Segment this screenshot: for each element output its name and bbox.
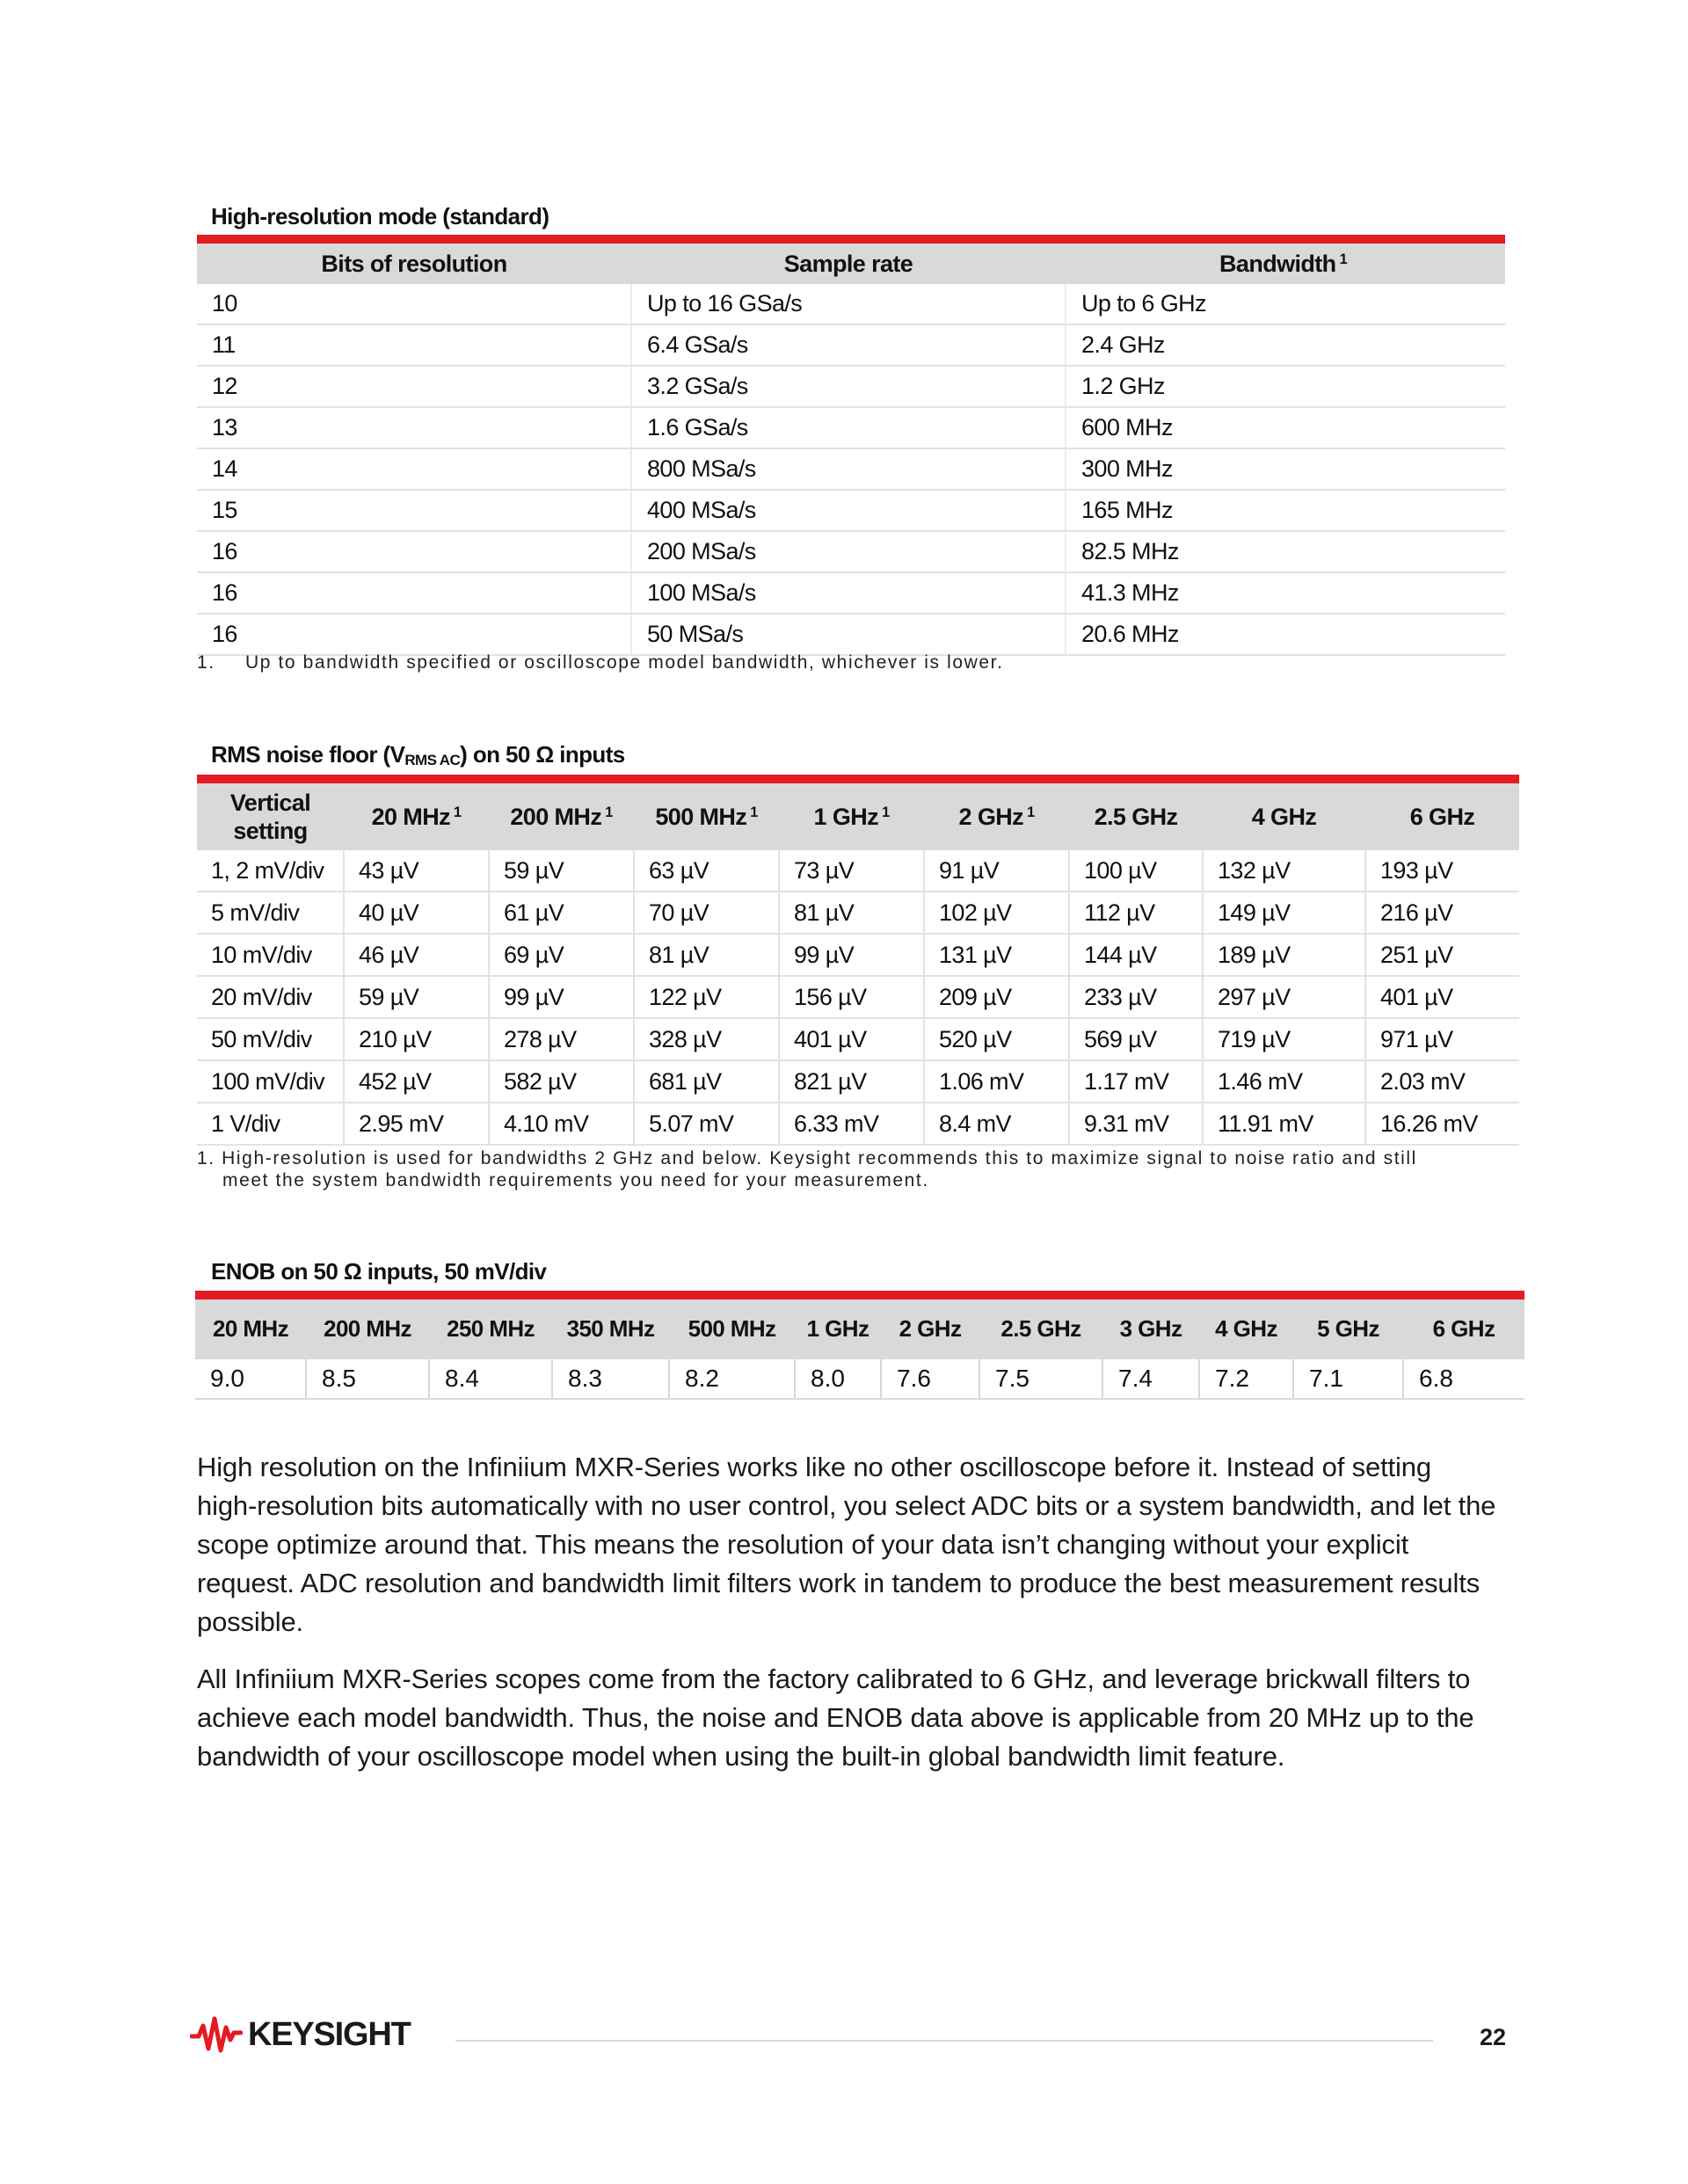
table-row bbox=[197, 284, 1505, 324]
table-cell: 193 µV bbox=[1365, 850, 1519, 892]
col-header-frequency: 200 MHz bbox=[306, 1299, 429, 1358]
table-cell: 43 µV bbox=[344, 850, 489, 892]
table-cell: 401 µV bbox=[1365, 976, 1519, 1018]
table2-footnote-line1: 1. High-resolution is used for bandwidths 2 GHz and below. Keysight recommends this to maximize signal to noise ratio and still bbox=[197, 1148, 1417, 1168]
table-cell: 1.6 GSa/s bbox=[631, 407, 1066, 448]
table-cell: 251 µV bbox=[1365, 934, 1519, 976]
table-header-row bbox=[197, 783, 1519, 850]
col-header-frequency bbox=[489, 783, 634, 850]
table-cell: 41.3 MHz bbox=[1066, 572, 1505, 614]
table-cell: 3.2 GSa/s bbox=[631, 366, 1066, 407]
enob-value-cell: 7.1 bbox=[1293, 1358, 1403, 1399]
col-header-frequency: 1 GHz bbox=[795, 1299, 881, 1358]
table-cell: 11 bbox=[197, 324, 631, 366]
table-cell: 59 µV bbox=[489, 850, 634, 892]
table-cell: 100 µV bbox=[1069, 850, 1203, 892]
table-cell: 50 mV/div bbox=[197, 1018, 344, 1060]
enob-value-cell: 8.2 bbox=[669, 1358, 795, 1399]
table-cell: 73 µV bbox=[779, 850, 924, 892]
table-cell: 81 µV bbox=[779, 892, 924, 934]
header-label: 2 GHz bbox=[958, 804, 1024, 830]
table-row bbox=[197, 1018, 1519, 1060]
table-row bbox=[195, 1358, 1524, 1399]
table-cell: 69 µV bbox=[489, 934, 634, 976]
table-cell: 40 µV bbox=[344, 892, 489, 934]
table-cell: 16 bbox=[197, 531, 631, 572]
col-header-bandwidth: Bandwidth $^1$ bbox=[1066, 244, 1505, 284]
table-cell: 16.26 mV bbox=[1365, 1103, 1519, 1145]
table-cell: 520 µV bbox=[924, 1018, 1069, 1060]
table-cell: 2.95 mV bbox=[344, 1103, 489, 1145]
table-cell: 59 µV bbox=[344, 976, 489, 1018]
table-cell: 1.17 mV bbox=[1069, 1060, 1203, 1103]
table-cell: 9.31 mV bbox=[1069, 1103, 1203, 1145]
table-cell: 971 µV bbox=[1365, 1018, 1519, 1060]
table-cell: 13 bbox=[197, 407, 631, 448]
col-header-frequency bbox=[344, 783, 489, 850]
table-cell: 719 µV bbox=[1203, 1018, 1365, 1060]
table-cell: 1.2 GHz bbox=[1066, 366, 1505, 407]
table-cell: 189 µV bbox=[1203, 934, 1365, 976]
enob-value-cell: 7.4 bbox=[1102, 1358, 1199, 1399]
table-row bbox=[197, 1103, 1519, 1145]
table-cell: 156 µV bbox=[779, 976, 924, 1018]
col-header-frequency: 2.5 GHz bbox=[979, 1299, 1102, 1358]
col-header-frequency: 3 GHz bbox=[1102, 1299, 1199, 1358]
table-cell: 122 µV bbox=[634, 976, 779, 1018]
rms-noise-floor-table bbox=[197, 783, 1519, 1146]
table-cell: 821 µV bbox=[779, 1060, 924, 1103]
header-label: 2.5 GHz bbox=[1094, 804, 1178, 830]
table-cell: 300 MHz bbox=[1066, 448, 1505, 490]
footnote-marker: 1 bbox=[605, 804, 613, 821]
col-header-frequency: 5 GHz bbox=[1293, 1299, 1403, 1358]
table-cell: 209 µV bbox=[924, 976, 1069, 1018]
table-header-row bbox=[195, 1299, 1524, 1358]
col-header-frequency: 500 MHz bbox=[669, 1299, 795, 1358]
table3-title: ENOB on 50 Ω inputs, 50 mV/div bbox=[211, 1258, 547, 1285]
enob-value-cell: 6.8 bbox=[1403, 1358, 1524, 1399]
header-label: 500 MHz bbox=[655, 804, 747, 830]
table-cell: 100 mV/div bbox=[197, 1060, 344, 1103]
table-row bbox=[197, 490, 1505, 531]
table-cell: 6.33 mV bbox=[779, 1103, 924, 1145]
col-header-sample-rate: Sample rate bbox=[631, 244, 1066, 284]
table-cell: 20.6 MHz bbox=[1066, 614, 1505, 655]
table-cell: 131 µV bbox=[924, 934, 1069, 976]
table-row bbox=[197, 531, 1505, 572]
col-header-frequency: 2 GHz bbox=[881, 1299, 979, 1358]
col-header-frequency bbox=[779, 783, 924, 850]
table-cell: 12 bbox=[197, 366, 631, 407]
table-cell: 5.07 mV bbox=[634, 1103, 779, 1145]
col-header-frequency: 350 MHz bbox=[552, 1299, 669, 1358]
table1-footnote bbox=[197, 652, 1004, 673]
table-cell: 10 bbox=[197, 284, 631, 324]
table-cell: 16 bbox=[197, 614, 631, 655]
enob-value-cell: 8.5 bbox=[306, 1358, 429, 1399]
enob-value-cell: 7.5 bbox=[979, 1358, 1102, 1399]
table-cell: 216 µV bbox=[1365, 892, 1519, 934]
table-row bbox=[197, 1060, 1519, 1103]
header-label: 6 GHz bbox=[1409, 804, 1475, 830]
footer-divider bbox=[455, 2040, 1433, 2042]
table-cell: 6.4 GSa/s bbox=[631, 324, 1066, 366]
enob-value-cell: 9.0 bbox=[195, 1358, 306, 1399]
keysight-logo bbox=[190, 2013, 411, 2056]
table-cell: 1, 2 mV/div bbox=[197, 850, 344, 892]
col-header-frequency: 4 GHz bbox=[1199, 1299, 1293, 1358]
table-cell: 132 µV bbox=[1203, 850, 1365, 892]
col-header-frequency bbox=[1069, 783, 1203, 850]
table1-red-rule bbox=[197, 235, 1505, 244]
table-cell: 144 µV bbox=[1069, 934, 1203, 976]
table-cell: 102 µV bbox=[924, 892, 1069, 934]
header-label: 200 MHz bbox=[510, 804, 602, 830]
table-row bbox=[197, 934, 1519, 976]
table-cell: 165 MHz bbox=[1066, 490, 1505, 531]
table2-title: RMS noise floor (VRMS AC) on 50 Ω inputs bbox=[211, 741, 625, 768]
table-row bbox=[197, 614, 1505, 655]
col-header-frequency: 6 GHz bbox=[1403, 1299, 1524, 1358]
table-row bbox=[197, 976, 1519, 1018]
table-cell: 800 MSa/s bbox=[631, 448, 1066, 490]
table-cell: 99 µV bbox=[779, 934, 924, 976]
table-cell: 2.03 mV bbox=[1365, 1060, 1519, 1103]
body-paragraph-1: High resolution on the Infiniium MXR-Series works like no other oscilloscope before it. Instead of setting high-resolution bits automatically with no user control, you select ADC bits or a system bandwidth, and let the scope optimize around that. This means the resolution of your data isn’t changing without your explicit request. ADC resolution and bandwidth limit filters work in tandem to produce the best measurement results possible. bbox=[197, 1452, 1496, 1637]
header-label: 20 MHz bbox=[371, 804, 451, 830]
table-cell: 82.5 MHz bbox=[1066, 531, 1505, 572]
table-row bbox=[197, 892, 1519, 934]
table2-footnote-line2: meet the system bandwidth requirements you need for your measurement. bbox=[222, 1170, 929, 1190]
table-cell: Up to 16 GSa/s bbox=[631, 284, 1066, 324]
header-label: 4 GHz bbox=[1251, 804, 1317, 830]
col-header-vertical-setting: Vertical setting bbox=[197, 783, 344, 850]
table-row bbox=[197, 448, 1505, 490]
table-row bbox=[197, 850, 1519, 892]
table-cell: 328 µV bbox=[634, 1018, 779, 1060]
enob-value-cell: 8.0 bbox=[795, 1358, 881, 1399]
table-row bbox=[197, 324, 1505, 366]
table-cell: 61 µV bbox=[489, 892, 634, 934]
table-row bbox=[197, 572, 1505, 614]
table1-title: High-resolution mode (standard) bbox=[211, 203, 549, 229]
table-cell: 8.4 mV bbox=[924, 1103, 1069, 1145]
enob-value-cell: 8.4 bbox=[429, 1358, 552, 1399]
table-cell: 63 µV bbox=[634, 850, 779, 892]
table-cell: 681 µV bbox=[634, 1060, 779, 1103]
col-header-bits: Bits of resolution bbox=[197, 244, 631, 284]
high-resolution-table bbox=[197, 244, 1505, 656]
table-cell: 20 mV/div bbox=[197, 976, 344, 1018]
table-cell: 582 µV bbox=[489, 1060, 634, 1103]
table-cell: 11.91 mV bbox=[1203, 1103, 1365, 1145]
footnote-text: Up to bandwidth specified or oscilloscope model bandwidth, whichever is lower. bbox=[245, 652, 1004, 673]
enob-value-cell: 8.3 bbox=[552, 1358, 669, 1399]
table-cell: 50 MSa/s bbox=[631, 614, 1066, 655]
enob-table bbox=[195, 1299, 1524, 1400]
page-number: 22 bbox=[1480, 2024, 1507, 2050]
table-cell: 99 µV bbox=[489, 976, 634, 1018]
table-cell: 600 MHz bbox=[1066, 407, 1505, 448]
table-cell: 46 µV bbox=[344, 934, 489, 976]
table-cell: Up to 6 GHz bbox=[1066, 284, 1505, 324]
table-cell: 401 µV bbox=[779, 1018, 924, 1060]
col-header-frequency bbox=[924, 783, 1069, 850]
table-cell: 278 µV bbox=[489, 1018, 634, 1060]
table2-red-rule bbox=[197, 775, 1519, 783]
footnote-marker: 1 bbox=[750, 804, 758, 821]
table-cell: 297 µV bbox=[1203, 976, 1365, 1018]
table-cell: 210 µV bbox=[344, 1018, 489, 1060]
table-cell: 14 bbox=[197, 448, 631, 490]
table-cell: 452 µV bbox=[344, 1060, 489, 1103]
table-cell: 10 mV/div bbox=[197, 934, 344, 976]
body-paragraph-2: All Infiniium MXR-Series scopes come from the factory calibrated to 6 GHz, and leverage brickwall filters to achieve each model bandwidth. Thus, the noise and ENOB data above is applicable from 20 MHz up to the bandwidth of your oscilloscope model when using the built-in global bandwidth limit feature. bbox=[197, 1663, 1474, 1772]
table-cell: 1.06 mV bbox=[924, 1060, 1069, 1103]
table-cell: 91 µV bbox=[924, 850, 1069, 892]
table-cell: 2.4 GHz bbox=[1066, 324, 1505, 366]
table-cell: 5 mV/div bbox=[197, 892, 344, 934]
keysight-wave-icon bbox=[190, 2013, 243, 2056]
table-header-row bbox=[197, 244, 1505, 284]
table-cell: 233 µV bbox=[1069, 976, 1203, 1018]
table3-red-rule bbox=[195, 1291, 1524, 1299]
footnote-marker: 1 bbox=[882, 804, 890, 821]
col-header-frequency bbox=[1203, 783, 1365, 850]
table-cell: 100 MSa/s bbox=[631, 572, 1066, 614]
col-header-frequency: 20 MHz bbox=[195, 1299, 306, 1358]
footnote-marker: 1 bbox=[1339, 251, 1347, 267]
table-cell: 1 V/div bbox=[197, 1103, 344, 1145]
footnote-marker: 1 bbox=[1027, 804, 1035, 821]
header-label: 1 GHz bbox=[813, 804, 879, 830]
table-cell: 1.46 mV bbox=[1203, 1060, 1365, 1103]
logo-text: KEYSIGHT bbox=[248, 2015, 411, 2053]
table-cell: 70 µV bbox=[634, 892, 779, 934]
col-header-frequency bbox=[1365, 783, 1519, 850]
table-row bbox=[197, 366, 1505, 407]
footnote-number: 1. bbox=[197, 652, 215, 673]
table-cell: 400 MSa/s bbox=[631, 490, 1066, 531]
table-cell: 15 bbox=[197, 490, 631, 531]
col-header-frequency bbox=[634, 783, 779, 850]
footnote-marker: 1 bbox=[454, 804, 462, 821]
col-header-frequency: 250 MHz bbox=[429, 1299, 552, 1358]
table-cell: 81 µV bbox=[634, 934, 779, 976]
table-cell: 16 bbox=[197, 572, 631, 614]
table-cell: 200 MSa/s bbox=[631, 531, 1066, 572]
table-cell: 149 µV bbox=[1203, 892, 1365, 934]
enob-value-cell: 7.6 bbox=[881, 1358, 979, 1399]
table-row bbox=[197, 407, 1505, 448]
table-cell: 4.10 mV bbox=[489, 1103, 634, 1145]
table-cell: 569 µV bbox=[1069, 1018, 1203, 1060]
table-cell: 112 µV bbox=[1069, 892, 1203, 934]
enob-value-cell: 7.2 bbox=[1199, 1358, 1293, 1399]
